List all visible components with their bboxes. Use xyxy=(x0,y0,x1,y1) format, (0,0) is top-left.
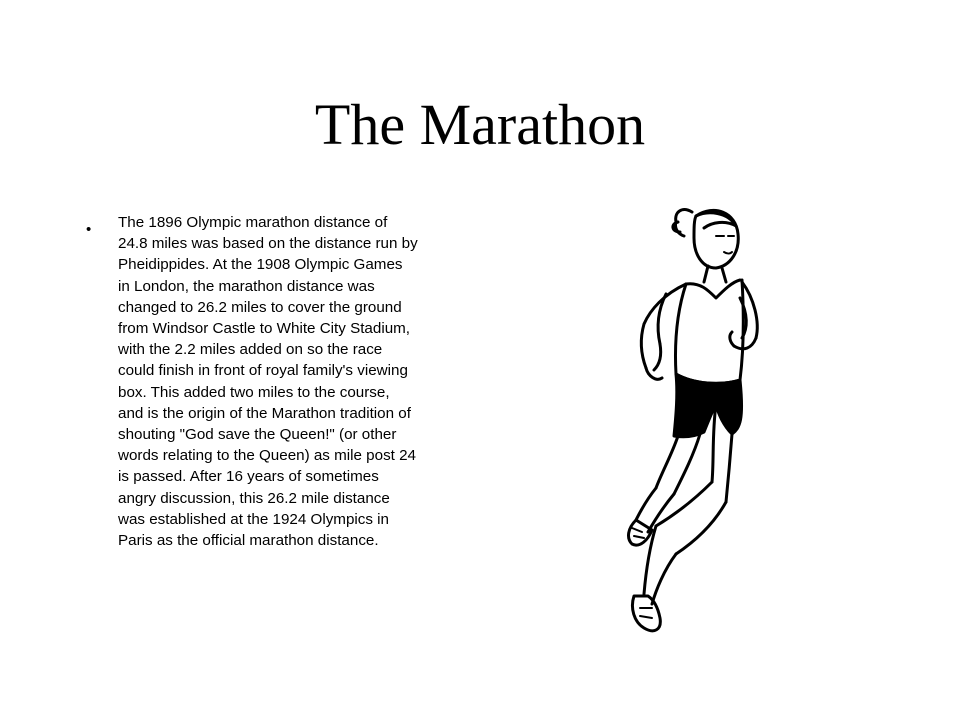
body-paragraph xyxy=(118,212,468,551)
text-line: and is the origin of the Marathon tradition of xyxy=(118,404,411,422)
text-line: box. This added two miles to the course, xyxy=(118,383,390,401)
text-line: Paris as the official marathon distance. xyxy=(118,532,379,550)
bullet-marker: • xyxy=(86,221,92,238)
text-line: is passed. After 16 years of sometimes xyxy=(118,468,379,486)
text-line: shouting "God save the Queen!" (or other xyxy=(118,426,397,444)
text-line: angry discussion, this 26.2 mile distance xyxy=(118,489,390,507)
text-line: from Windsor Castle to White City Stadium, xyxy=(118,320,411,338)
text-line: The 1896 Olympic marathon distance of xyxy=(118,214,388,231)
female-runner-icon xyxy=(604,198,764,648)
text-line: 24.8 miles was based on the distance run by xyxy=(118,235,418,253)
text-line: changed to 26.2 miles to cover the ground xyxy=(118,298,402,316)
text-line: Pheidippides. At the 1908 Olympic Games xyxy=(118,256,403,274)
text-line: was established at the 1924 Olympics in xyxy=(118,510,389,528)
text-line: words relating to the Queen) as mile post 24 xyxy=(118,447,417,465)
slide-title: The Marathon xyxy=(314,92,646,157)
text-line: in London, the marathon distance was xyxy=(118,277,375,295)
text-line: could finish in front of royal family's viewing xyxy=(118,362,408,380)
text-line: with the 2.2 miles added on so the race xyxy=(118,341,383,359)
